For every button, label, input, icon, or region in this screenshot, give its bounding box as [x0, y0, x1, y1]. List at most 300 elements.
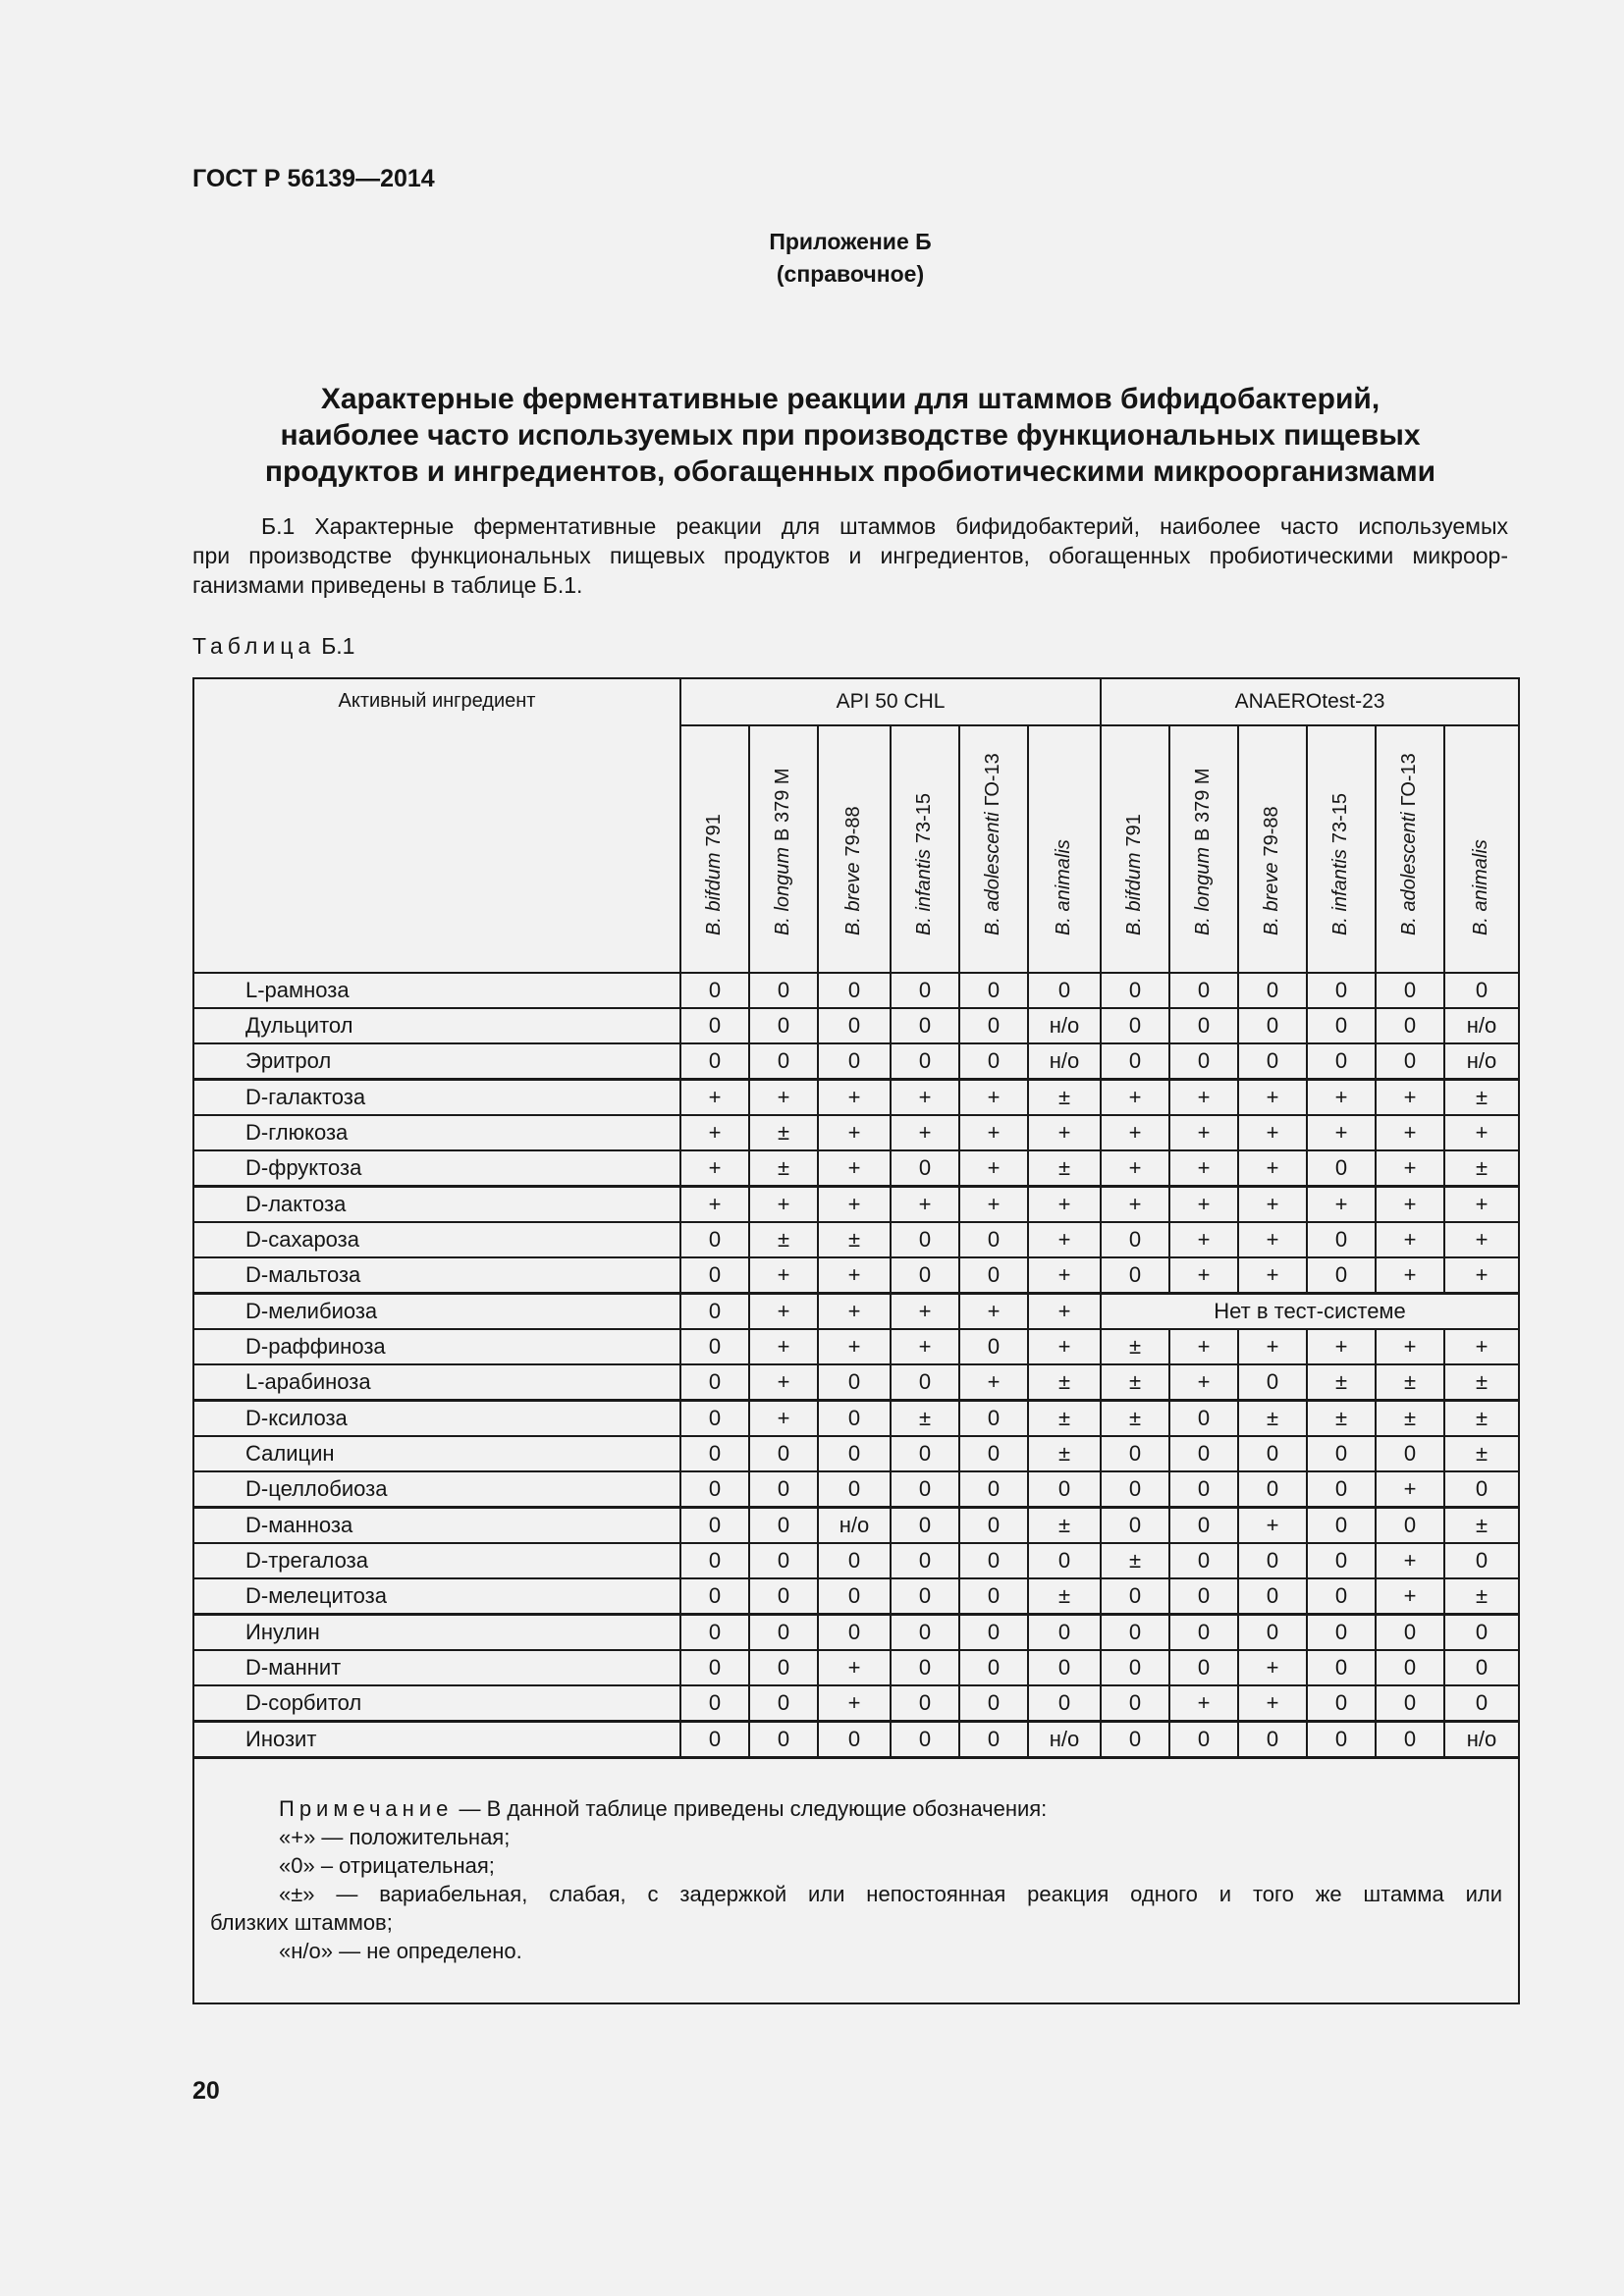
reaction-cell: 0 [1307, 1578, 1376, 1615]
reaction-cell: 0 [749, 1436, 818, 1471]
reaction-cell: + [1028, 1329, 1101, 1364]
ingredient-name: D-раффиноза [193, 1329, 680, 1364]
reaction-cell: + [1376, 1150, 1444, 1187]
reaction-cell: 0 [680, 1364, 749, 1401]
reaction-cell: 0 [1238, 1471, 1307, 1508]
reaction-cell: + [818, 1187, 891, 1223]
appendix-heading [0, 226, 1624, 291]
reaction-cell: + [818, 1329, 891, 1364]
reaction-cell: 0 [1169, 1471, 1238, 1508]
table-row [193, 1150, 1519, 1187]
reaction-cell: + [1169, 1257, 1238, 1294]
reaction-cell: 0 [749, 1543, 818, 1578]
reaction-cell: + [1376, 1187, 1444, 1223]
strain-header [1169, 725, 1238, 973]
reaction-cell: 0 [1101, 1650, 1169, 1685]
note-plus: «+» — положительная; [279, 1825, 511, 1849]
reaction-cell: н/о [1444, 1722, 1519, 1758]
reaction-cell: 0 [1307, 1222, 1376, 1257]
paragraph-line-2: при производстве функциональных пищевых продуктов и ингредиентов, обогащенных пробиотическими микроор- [192, 543, 1508, 568]
strain-label [1470, 833, 1492, 935]
reaction-cell: 0 [680, 1543, 749, 1578]
appendix-subtitle: (справочное) [776, 261, 925, 287]
strain-header [680, 725, 749, 973]
strain-label [1123, 814, 1146, 935]
reaction-cell: 0 [749, 1650, 818, 1685]
reaction-cell: + [1444, 1187, 1519, 1223]
reaction-cell: + [1028, 1222, 1101, 1257]
ingredient-name: D-мальтоза [193, 1257, 680, 1294]
reaction-cell: 0 [891, 1222, 959, 1257]
reaction-cell: 0 [680, 1685, 749, 1722]
reaction-cell: 0 [1028, 1650, 1101, 1685]
reaction-cell: 0 [1307, 1615, 1376, 1651]
strain-code: 79-88 [1261, 806, 1283, 857]
reaction-cell: + [749, 1257, 818, 1294]
reaction-cell: 0 [818, 1722, 891, 1758]
strain-header [1307, 725, 1376, 973]
reaction-cell: + [1028, 1115, 1101, 1150]
reaction-cell: 0 [959, 1043, 1028, 1080]
strain-header [1028, 725, 1101, 973]
reaction-cell: н/о [818, 1508, 891, 1544]
reaction-cell: 0 [818, 973, 891, 1008]
reaction-cell: 0 [959, 1578, 1028, 1615]
reaction-cell: 0 [1444, 1543, 1519, 1578]
reaction-cell: + [749, 1401, 818, 1437]
reaction-cell: + [749, 1329, 818, 1364]
reaction-cell: 0 [818, 1043, 891, 1080]
reaction-cell: + [891, 1080, 959, 1116]
note-label: Примечание [279, 1796, 454, 1821]
ingredient-name: D-ксилоза [193, 1401, 680, 1437]
reaction-cell: 0 [891, 1471, 959, 1508]
strain-species: B. adolescenti [982, 812, 1003, 935]
reaction-cell: + [891, 1329, 959, 1364]
ingredient-name: Инулин [193, 1615, 680, 1651]
reaction-cell: ± [1444, 1401, 1519, 1437]
reaction-cell: + [959, 1187, 1028, 1223]
reaction-cell: 0 [1307, 1008, 1376, 1043]
table-row [193, 1543, 1519, 1578]
reaction-cell: + [1238, 1508, 1307, 1544]
strain-code: ГО-13 [982, 753, 1003, 807]
reaction-cell: 0 [891, 1008, 959, 1043]
reaction-cell: + [1376, 1578, 1444, 1615]
reaction-cell: + [1376, 1257, 1444, 1294]
ingredient-name: D-целлобиоза [193, 1471, 680, 1508]
strain-code: ГО-13 [1398, 753, 1421, 807]
reaction-cell: 0 [1169, 1008, 1238, 1043]
reaction-cell: + [959, 1364, 1028, 1401]
table-row [193, 1364, 1519, 1401]
reaction-cell: 0 [749, 1685, 818, 1722]
reaction-cell: + [1028, 1257, 1101, 1294]
reaction-cell: + [818, 1080, 891, 1116]
ingredient-name: D-галактоза [193, 1080, 680, 1116]
reaction-cell: 0 [680, 1008, 749, 1043]
table-caption [192, 633, 354, 660]
reaction-cell: + [891, 1294, 959, 1330]
reaction-cell: 0 [959, 1650, 1028, 1685]
reaction-cell: + [1238, 1150, 1307, 1187]
reaction-cell: 0 [680, 1294, 749, 1330]
reaction-cell: 0 [749, 1471, 818, 1508]
table-row [193, 1115, 1519, 1150]
reaction-cell: 0 [1307, 1685, 1376, 1722]
table-container [192, 677, 1520, 2004]
page-number: 20 [192, 2077, 220, 2105]
reaction-cell: 0 [1444, 1685, 1519, 1722]
reaction-cell: 0 [749, 1043, 818, 1080]
strain-header [1238, 725, 1307, 973]
ingredient-name: D-сорбитол [193, 1685, 680, 1722]
strain-label [1329, 793, 1352, 935]
strain-code: B 379 M [1192, 768, 1215, 841]
paragraph-line-3: ганизмами приведены в таблице Б.1. [192, 572, 583, 598]
reaction-cell: + [1169, 1080, 1238, 1116]
ingredient-name: Эритрол [193, 1043, 680, 1080]
table-row [193, 1685, 1519, 1722]
table-row [193, 1722, 1519, 1758]
reaction-cell: 0 [1028, 1685, 1101, 1722]
strain-code: B 379 M [772, 768, 793, 841]
reaction-cell: ± [891, 1401, 959, 1437]
reaction-cell: + [680, 1080, 749, 1116]
reaction-cell: ± [1028, 1150, 1101, 1187]
reaction-cell: 0 [680, 1722, 749, 1758]
reaction-cell: 0 [1238, 1722, 1307, 1758]
reaction-cell: 0 [1376, 973, 1444, 1008]
reaction-cell: 0 [1307, 1650, 1376, 1685]
reaction-cell: 0 [680, 1578, 749, 1615]
reaction-cell: 0 [959, 1685, 1028, 1722]
strain-label [1192, 768, 1215, 935]
reaction-cell: + [1307, 1080, 1376, 1116]
strain-label [842, 806, 865, 935]
note-intro-text: — В данной таблице приведены следующие обозначения: [453, 1796, 1048, 1821]
strain-label [703, 814, 726, 935]
table-row [193, 1187, 1519, 1223]
reaction-cell: ± [1101, 1364, 1169, 1401]
note-intro [210, 1794, 1502, 1823]
strain-species: B. adolescenti [1398, 812, 1421, 935]
reaction-cell: + [818, 1685, 891, 1722]
reaction-cell: + [1376, 1471, 1444, 1508]
reaction-cell: 0 [891, 1043, 959, 1080]
reaction-cell: 0 [959, 973, 1028, 1008]
strain-code: 73-15 [913, 793, 935, 844]
reaction-cell: 0 [1169, 1650, 1238, 1685]
ingredient-name: Дульцитол [193, 1008, 680, 1043]
reaction-cell: 0 [1376, 1685, 1444, 1722]
reaction-cell: 0 [680, 1436, 749, 1471]
reaction-cell: ± [1028, 1364, 1101, 1401]
strain-label [772, 768, 794, 935]
reaction-cell: + [959, 1294, 1028, 1330]
reaction-cell: 0 [1101, 1222, 1169, 1257]
merged-cell: Нет в тест-системе [1101, 1294, 1519, 1330]
ingredient-name: L-рамноза [193, 973, 680, 1008]
reaction-cell: 0 [1101, 1578, 1169, 1615]
reaction-cell: 0 [959, 1401, 1028, 1437]
reaction-cell: 0 [1307, 1257, 1376, 1294]
table-body [193, 973, 1519, 2003]
ingredient-name: Инозит [193, 1722, 680, 1758]
reaction-cell: + [959, 1080, 1028, 1116]
reaction-cell: 0 [1307, 1150, 1376, 1187]
reaction-cell: 0 [1238, 1364, 1307, 1401]
reaction-cell: + [1444, 1257, 1519, 1294]
ingredient-name: D-лактоза [193, 1187, 680, 1223]
ingredient-name: Салицин [193, 1436, 680, 1471]
reaction-cell: + [1238, 1650, 1307, 1685]
reaction-cell: 0 [1238, 1615, 1307, 1651]
reaction-cell: + [959, 1115, 1028, 1150]
reaction-cell: 0 [1238, 1578, 1307, 1615]
reaction-cell: + [1238, 1257, 1307, 1294]
reaction-cell: 0 [749, 973, 818, 1008]
ingredient-name: D-манноза [193, 1508, 680, 1544]
reaction-cell: + [1101, 1150, 1169, 1187]
reaction-cell: 0 [1307, 973, 1376, 1008]
reaction-cell: ± [1376, 1364, 1444, 1401]
reaction-cell: 0 [891, 1543, 959, 1578]
reaction-cell: ± [1238, 1401, 1307, 1437]
reaction-cell: 0 [1169, 1401, 1238, 1437]
reaction-cell: ± [1028, 1401, 1101, 1437]
reaction-cell: + [1444, 1329, 1519, 1364]
reaction-cell: + [891, 1187, 959, 1223]
reaction-cell: + [1376, 1329, 1444, 1364]
reaction-cell: 0 [1307, 1471, 1376, 1508]
reaction-cell: 0 [1238, 1543, 1307, 1578]
strain-code: 79-88 [842, 806, 864, 857]
reaction-cell: 0 [891, 1578, 959, 1615]
reaction-cell: 0 [959, 1222, 1028, 1257]
reaction-cell: 0 [1376, 1043, 1444, 1080]
reaction-cell: 0 [680, 1471, 749, 1508]
ingredient-name: D-мелибиоза [193, 1294, 680, 1330]
reaction-cell: 0 [1169, 1543, 1238, 1578]
reaction-cell: 0 [891, 1650, 959, 1685]
strain-species: B. bifdum [703, 852, 725, 935]
reaction-cell: 0 [749, 1615, 818, 1651]
reaction-cell: 0 [1101, 1436, 1169, 1471]
reaction-cell: + [1444, 1115, 1519, 1150]
reaction-cell: ± [749, 1150, 818, 1187]
reaction-cell: 0 [891, 1615, 959, 1651]
reaction-cell: + [749, 1187, 818, 1223]
table-caption-label: Таблица [192, 633, 316, 659]
reaction-cell: 0 [1101, 1508, 1169, 1544]
reaction-cell: ± [1376, 1401, 1444, 1437]
reaction-cell: ± [1028, 1508, 1101, 1544]
reaction-cell: + [818, 1257, 891, 1294]
reaction-cell: 0 [1307, 1508, 1376, 1544]
reaction-cell: 0 [1101, 1008, 1169, 1043]
strain-code: 73-15 [1329, 793, 1352, 844]
reaction-cell: 0 [680, 1329, 749, 1364]
reaction-cell: 0 [1169, 1722, 1238, 1758]
strain-species: B. animalis [1470, 839, 1492, 935]
strain-header [749, 725, 818, 973]
reaction-cell: 0 [1169, 1578, 1238, 1615]
note-row [193, 1758, 1519, 2004]
ingredient-name: D-глюкоза [193, 1115, 680, 1150]
reaction-cell: 0 [1307, 1722, 1376, 1758]
group-header-anaerotest: ANAEROtest-23 [1101, 678, 1519, 725]
reaction-cell: + [1169, 1685, 1238, 1722]
reaction-cell: 0 [891, 1508, 959, 1544]
reaction-cell: 0 [680, 1257, 749, 1294]
reaction-cell: 0 [1444, 973, 1519, 1008]
reaction-cell: 0 [680, 1222, 749, 1257]
reaction-cell: + [1307, 1187, 1376, 1223]
reaction-cell: ± [1307, 1364, 1376, 1401]
title-line-3: продуктов и ингредиентов, обогащенных пробиотическими микроорганизмами [264, 455, 1436, 488]
reaction-cell: + [1169, 1115, 1238, 1150]
strain-label [1398, 753, 1421, 935]
reaction-cell: 0 [959, 1471, 1028, 1508]
reaction-cell: 0 [749, 1508, 818, 1544]
reaction-cell: 0 [818, 1471, 891, 1508]
reaction-cell: + [818, 1150, 891, 1187]
reaction-cell: + [1169, 1329, 1238, 1364]
reaction-cell: 0 [1238, 1043, 1307, 1080]
ingredient-name: D-сахароза [193, 1222, 680, 1257]
table-row [193, 1578, 1519, 1615]
strain-species: B. longum [772, 846, 793, 935]
table-caption-number: Б.1 [321, 633, 355, 659]
reaction-cell: 0 [1238, 973, 1307, 1008]
table-row [193, 1329, 1519, 1364]
reaction-cell: + [818, 1115, 891, 1150]
reaction-cell: 0 [1101, 1257, 1169, 1294]
page-title [147, 381, 1553, 490]
reaction-cell: + [680, 1115, 749, 1150]
reaction-cell: 0 [680, 1615, 749, 1651]
table-note [210, 1794, 1502, 1965]
reaction-cell: ± [1444, 1508, 1519, 1544]
reaction-cell: ± [1101, 1543, 1169, 1578]
reaction-cell: 0 [680, 1650, 749, 1685]
reaction-cell: 0 [1376, 1615, 1444, 1651]
reaction-cell: ± [1444, 1364, 1519, 1401]
reaction-cell: 0 [1169, 1436, 1238, 1471]
reaction-cell: 0 [891, 1257, 959, 1294]
reaction-cell: + [818, 1650, 891, 1685]
strain-header [891, 725, 959, 973]
strain-species: B. bifdum [1123, 852, 1146, 935]
reaction-cell: 0 [1307, 1436, 1376, 1471]
reaction-cell: 0 [891, 1150, 959, 1187]
reaction-cell: 0 [959, 1257, 1028, 1294]
reaction-cell: 0 [818, 1401, 891, 1437]
paragraph-line-1: Б.1 Характерные ферментативные реакции для штаммов бифидобактерий, наиболее часто используемых [261, 513, 1508, 539]
reaction-cell: + [1028, 1187, 1101, 1223]
strain-label [1261, 806, 1283, 935]
reaction-cell: + [1238, 1329, 1307, 1364]
reaction-cell: 0 [959, 1615, 1028, 1651]
reaction-cell: + [959, 1150, 1028, 1187]
strain-species: B. infantis [913, 849, 935, 935]
strain-header [1376, 725, 1444, 973]
table-row [193, 1650, 1519, 1685]
reaction-cell: 0 [1169, 1043, 1238, 1080]
reaction-cell: + [1028, 1294, 1101, 1330]
table-row [193, 1008, 1519, 1043]
reaction-cell: 0 [818, 1578, 891, 1615]
reaction-cell: ± [1444, 1150, 1519, 1187]
table-row [193, 1294, 1519, 1330]
reaction-cell: + [680, 1150, 749, 1187]
reaction-cell: + [818, 1294, 891, 1330]
reaction-cell: + [1169, 1222, 1238, 1257]
strain-species: B. breve [1261, 862, 1283, 935]
strain-header [959, 725, 1028, 973]
reaction-cell: + [1169, 1364, 1238, 1401]
reaction-cell: ± [818, 1222, 891, 1257]
strain-species: B. infantis [1329, 849, 1352, 935]
reaction-cell: 0 [1376, 1722, 1444, 1758]
reaction-cell: 0 [1376, 1508, 1444, 1544]
document-code: ГОСТ Р 56139—2014 [192, 165, 435, 192]
reaction-cell: + [1307, 1329, 1376, 1364]
reaction-cell: + [1169, 1187, 1238, 1223]
strain-header [1101, 725, 1169, 973]
reaction-cell: н/о [1444, 1008, 1519, 1043]
group-header-api: API 50 CHL [680, 678, 1101, 725]
table-row [193, 973, 1519, 1008]
reaction-cell: 0 [680, 1508, 749, 1544]
reaction-cell: 0 [959, 1436, 1028, 1471]
reaction-cell: 0 [680, 1043, 749, 1080]
reaction-cell: + [1444, 1222, 1519, 1257]
reaction-cell: 0 [818, 1364, 891, 1401]
reaction-cell: ± [1444, 1578, 1519, 1615]
reaction-cell: ± [1028, 1578, 1101, 1615]
reaction-cell: 0 [680, 973, 749, 1008]
strain-label [982, 753, 1004, 935]
reaction-cell: + [1101, 1115, 1169, 1150]
ingredient-name: D-фруктоза [193, 1150, 680, 1187]
reaction-cell: 0 [1169, 1615, 1238, 1651]
reaction-cell: ± [749, 1222, 818, 1257]
reaction-cell: 0 [891, 1436, 959, 1471]
reaction-cell: 0 [1028, 1543, 1101, 1578]
ingredient-name: D-трегалоза [193, 1543, 680, 1578]
reaction-cell: + [1238, 1685, 1307, 1722]
reaction-cell: 0 [749, 1722, 818, 1758]
reaction-cell: ± [1444, 1080, 1519, 1116]
strain-header [818, 725, 891, 973]
reaction-cell: + [749, 1294, 818, 1330]
reaction-cell: ± [1444, 1436, 1519, 1471]
reaction-cell: 0 [1101, 1685, 1169, 1722]
reaction-cell: ± [749, 1115, 818, 1150]
reaction-cell: ± [1101, 1401, 1169, 1437]
reaction-cell: + [1376, 1080, 1444, 1116]
reaction-cell: 0 [959, 1329, 1028, 1364]
table-row [193, 1401, 1519, 1437]
title-line-1: Характерные ферментативные реакции для штаммов бифидобактерий, [320, 383, 1380, 415]
reaction-cell: + [1169, 1150, 1238, 1187]
reaction-cell: + [749, 1364, 818, 1401]
reaction-cell: + [1238, 1080, 1307, 1116]
reaction-cell: 0 [1238, 1008, 1307, 1043]
reaction-cell: 0 [1101, 1722, 1169, 1758]
